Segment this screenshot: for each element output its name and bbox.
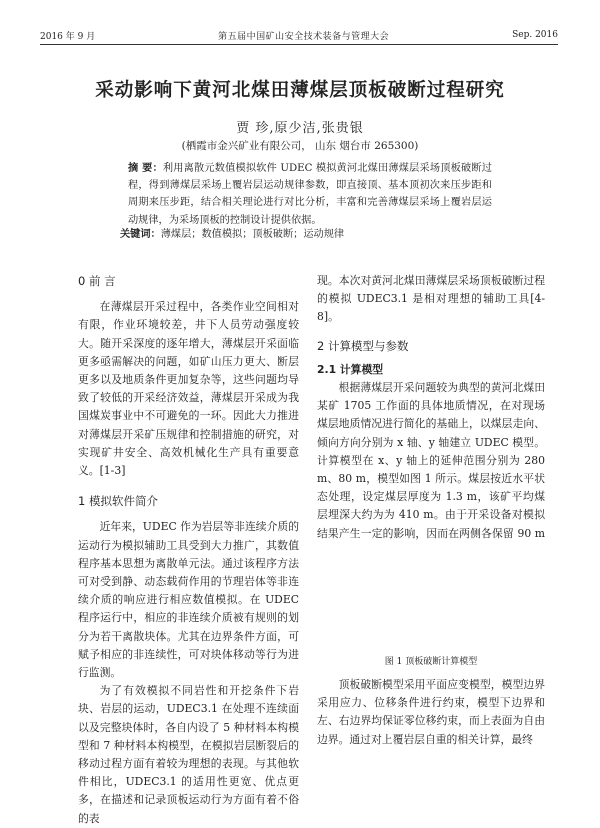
keywords: [120, 226, 492, 243]
right-column-bottom: [317, 676, 545, 749]
right-column: [317, 272, 545, 561]
section-2-1-paragraph: 根据薄煤层开采问题较为典型的黄河北煤田某矿 1705 工作面的具体地质情况，在对现场煤层地质情况进行简化的基础上，以煤层走向、倾向方向分别为 x 轴、y 轴建立 UDEC 模型。计算模型在 x、y 轴上的延伸范围分别为 280 m、80 m，模型如图 1 所示。煤层按近水平状态处理，设定煤层厚度为 1.3 m，该矿平均煤层埋深大约为为 410 m。由于开采设备对模拟结果产生一定的影响，因而在两侧各保留 90 m: [317, 381, 545, 540]
section-2-heading: 2 计算模型与参数: [317, 338, 409, 353]
paper-title: 采动影响下黄河北煤田薄煤层顶板破断过程研究: [95, 80, 505, 101]
header-conference: 第五届中国矿山安全技术装备与管理大会: [218, 31, 390, 42]
paper-affiliation: (栖霞市金兴矿业有限公司， 山东 烟台市 265300): [181, 140, 419, 152]
section-1-paragraph-1: 近年来，UDEC 作为岩层等非连续介质的运动行为模拟辅助工具受到大力推广，其数值程序基本思想为离散单元法。通过该程序方法可对受到静、动态载荷作用的节理岩体等非连续介质的响应进行相应数值模拟。在 UDEC 程序运行中，相应的非连续介质被有规则的划分为若干离散块体。尤其在边界条件方面，可赋予相应的非连续性，可对块体移动等行为进行监测。: [78, 520, 299, 680]
figure-1-model: [317, 545, 545, 645]
section-0-paragraph: 在薄煤层开采过程中，各类作业空间相对有限，作业环境较差，井下人员劳动强度较大。随开采深度的逐年增大，薄煤层开采面临更多亟需解决的问题，如矿山压力更大、断层更多以及地质条件更加复杂等，这些问题均导致了较低的开采经济效益，薄煤层开采成为我国煤炭事业中不可避免的一环。因此大力推进对薄煤层开采矿压规律和控制措施的研究，对实现矿井安全、高效机械化生产具有重要意义。[1-3]: [78, 300, 299, 478]
section-1-heading: 1 模拟软件简介: [78, 494, 158, 509]
keywords-text: 薄煤层；数值模拟；顶板破断；运动规律: [160, 229, 345, 240]
header-month: Sep. 2016: [512, 30, 558, 40]
figure-1-caption: 图 1 顶板破断计算模型: [384, 657, 478, 667]
header-date: 2016 年 9 月: [40, 31, 96, 42]
section-1-paragraph-2: 为了有效模拟不同岩性和开挖条件下岩块、岩层的运动，UDEC3.1 在处理不连续面以及完整块体时，各自内设了 5 种材料本构模型和 7 种材料本构模型，在模拟岩层断裂后的移动过程方面有着较为理想的表现。与其他软件相比，UDEC3.1 的适用性更宽、优点更多，在描述和记录顶板运动行为方面有着不俗的表: [78, 684, 299, 825]
left-column: [78, 272, 299, 828]
section-0-heading: 0 前 言: [78, 274, 116, 288]
running-header: [40, 27, 558, 43]
header-rule: [40, 44, 558, 45]
abstract-text: 利用离散元数值模拟软件 UDEC 模拟黄河北煤田薄煤层采场顶板破断过程，得到薄煤层采场上覆岩层运动规律参数，即直接顶、基本顶初次来压步距和周期来压步距，结合相关理论进行对比分析，丰富和完善薄煤层采场上覆岩层运动规律，为采场顶板的控制设计提供依据。: [128, 163, 492, 226]
continued-paragraph: 现。本次对黄河北煤田薄煤层采场顶板破断过程的模拟 UDEC3.1 是相对理想的辅助工具[4-8]。: [317, 274, 545, 324]
paper-authors: 贾 珍,原少洁,张贵银: [236, 121, 364, 136]
keywords-label: 关键词：: [120, 229, 161, 240]
section-2-1-heading: 2.1 计算模型: [317, 362, 384, 376]
post-figure-paragraph: 顶板破断模型采用平面应变模型，模型边界采用应力、位移条件进行约束，模型下边界和左、右边界均保证零位移约束，而上表面为自由边界。通过对上覆岩层自重的相关计算，最终: [317, 678, 545, 746]
abstract: [128, 160, 492, 229]
abstract-label: 摘 要：: [128, 163, 163, 174]
